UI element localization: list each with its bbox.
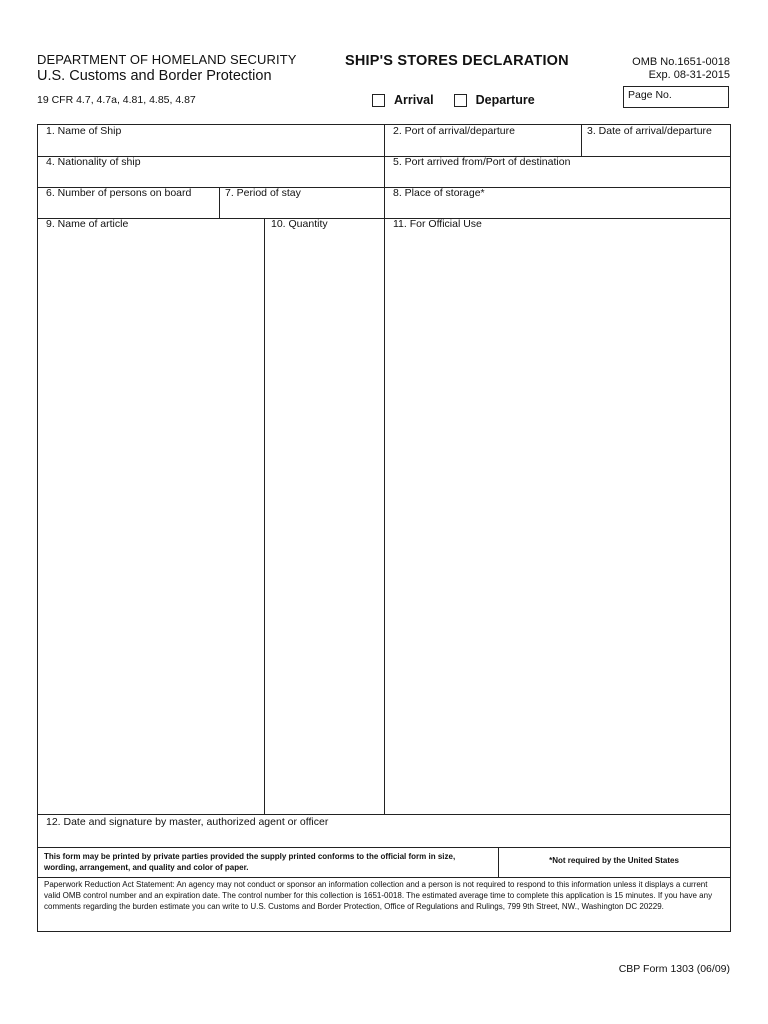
arrival-checkbox[interactable]: [372, 94, 385, 107]
port-arrival-departure-field[interactable]: 2. Port of arrival/departure: [393, 125, 515, 137]
arrival-label: Arrival: [394, 93, 434, 107]
not-required-notice: *Not required by the United States: [549, 856, 679, 865]
omb-info: [632, 56, 730, 82]
date-arrival-departure-field[interactable]: 3. Date of arrival/departure: [587, 125, 712, 137]
name-of-ship-field[interactable]: 1. Name of Ship: [46, 125, 122, 137]
name-of-article-column[interactable]: 9. Name of article: [46, 218, 129, 230]
persons-on-board-field[interactable]: 6. Number of persons on board: [46, 187, 192, 199]
departure-checkbox[interactable]: [454, 94, 467, 107]
nationality-field[interactable]: 4. Nationality of ship: [46, 156, 141, 168]
quantity-column[interactable]: 10. Quantity: [271, 218, 328, 230]
signature-field[interactable]: 12. Date and signature by master, authorized agent or officer: [46, 816, 329, 828]
paperwork-act-statement: Paperwork Reduction Act Statement: An agency may not conduct or sponsor an information collection and a person is not required to respond to this information unless it displays a current valid OMB control number and an expiration date. The control number for this collection is 1651-0018. The estimated average time to complete this application is 15 minutes. If you have any comments regarding the burden estimate you can write to U.S. Customs and Border Protection, Office of Regulations and Rulings, 799 9th Street, NW., Washington DC 20229.: [44, 880, 713, 911]
omb-expiration: Exp. 08-31-2015: [648, 69, 730, 81]
declaration-form: [37, 124, 731, 932]
form-number: CBP Form 1303 (06/09): [618, 963, 730, 975]
arrival-departure-group: [372, 93, 555, 107]
agency-name: U.S. Customs and Border Protection: [37, 68, 272, 84]
official-use-column: 11. For Official Use: [393, 218, 482, 230]
period-of-stay-field[interactable]: 7. Period of stay: [225, 187, 301, 199]
port-from-destination-field[interactable]: 5. Port arrived from/Port of destination: [393, 156, 571, 168]
department-name: DEPARTMENT OF HOMELAND SECURITY: [37, 52, 297, 67]
cfr-reference: 19 CFR 4.7, 4.7a, 4.81, 4.85, 4.87: [37, 94, 196, 106]
departure-label: Departure: [475, 93, 535, 107]
omb-number: OMB No.1651-0018: [632, 56, 730, 68]
place-of-storage-field[interactable]: 8. Place of storage*: [393, 187, 485, 199]
page-number-label: Page No.: [628, 89, 672, 101]
printing-notice: This form may be printed by private parties provided the supply printed conforms to the official form in size, wording, arrangement, and quality and color of paper.: [44, 852, 456, 872]
form-title: SHIP'S STORES DECLARATION: [345, 53, 569, 69]
page-number-field[interactable]: [623, 86, 729, 108]
